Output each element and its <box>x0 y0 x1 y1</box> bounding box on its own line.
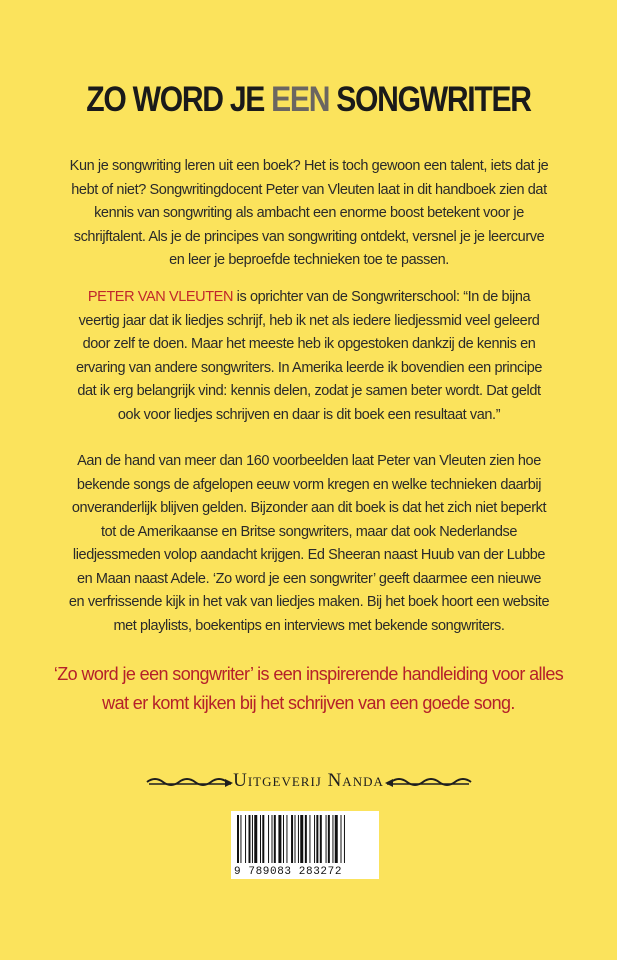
publisher-name: Uitgeverij Nanda <box>233 770 384 791</box>
barcode-bar <box>252 815 253 863</box>
barcode-bar <box>298 815 299 863</box>
author-quote: is oprichter van de Songwriterschool: “In de bijna veertig jaar dat ik liedjes schrijf, heb ik net als iedere liedjessmid veel geleerd door zelf te doen. Maar het meeste heb ik opgestoken dankzij de kennis en ervaring van andere songwriters. In Amerika leerde ik bovendien een principe dat ik erg belangrijk vind: kennis delen, zodat je samen beter wordt. Dat geldt ook voor liedjes schrijven en daar is dit boek een resultaat van.” <box>75 289 543 423</box>
publisher-imprint <box>0 770 617 794</box>
barcode-bar <box>274 815 276 863</box>
barcode-bar <box>278 815 281 863</box>
isbn-digits: 9 789083 283272 <box>234 866 343 878</box>
barcode-bar <box>245 815 246 863</box>
barcode-bar <box>295 815 296 863</box>
highlight-quote: ‘Zo word je een songwriter’ is een inspirerende handleiding voor alles wat er komt kijken bij het schrijven van een goede song. <box>53 664 564 713</box>
barcode-bars <box>237 815 373 863</box>
barcode-bar <box>305 815 307 863</box>
author-name: PETER VAN VLEUTEN <box>87 289 234 305</box>
author-paragraph <box>68 286 550 427</box>
barcode-bar <box>283 815 284 863</box>
barcode-bar <box>300 815 303 863</box>
barcode-bar <box>249 815 251 863</box>
barcode-bar <box>254 815 257 863</box>
barcode-bar <box>260 815 261 863</box>
barcode-bar <box>341 815 342 863</box>
left-flourish-icon <box>145 774 235 790</box>
examples-paragraph: Aan de hand van meer dan 160 voorbeelden laat Peter van Vleuten zien hoe bekende songs de afgelopen eeuw vorm kregen en welke technieken daarbij onveranderlijk blijven gelden. Bijzonder aan dit boek is dat het zich niet beperkt tot de Amerikaanse en Britse songwriters, maar dat ook Nederlandse liedjessmeden volop aandacht krijgen. Ed Sheeran naast Huub van der Lubbe en Maan naast Adele. ‘Zo word je een songwriter’ geeft daarmee een nieuwe en verfrissende kijk in het vak van liedjes maken. Bij het boek hoort een website met playlists, boekentips en interviews met bekende songwriters. <box>68 453 550 634</box>
barcode-bar <box>314 815 315 863</box>
barcode-bar <box>240 815 241 863</box>
barcode-bar <box>262 815 264 863</box>
title-part-1: ZO WORD JE <box>86 80 272 119</box>
barcode-bar <box>344 815 345 863</box>
right-flourish-icon <box>383 774 473 790</box>
barcode-bar <box>268 815 269 863</box>
title-part-2: SONGWRITER <box>329 80 531 119</box>
book-title <box>43 80 574 120</box>
barcode-bar <box>291 815 293 863</box>
barcode-bar <box>335 815 338 863</box>
barcode-bar <box>316 815 318 863</box>
barcode-bar <box>237 815 239 863</box>
barcode-bar <box>320 815 322 863</box>
barcode-bar <box>272 815 273 863</box>
barcode-bar <box>286 815 287 863</box>
isbn-barcode <box>231 811 379 879</box>
intro-paragraph: Kun je songwriting leren uit een boek? Het is toch gewoon een talent, iets dat je hebt of niet? Songwritingdocent Peter van Vleuten laat in dit handboek zien dat kennis van songwriting als ambacht een enorme boost betekent voor je schrijftalent. Als je de principes van songwriting ontdekt, versnel je je leercurve en leer je beproefde technieken toe te passen. <box>69 158 549 268</box>
barcode-bar <box>332 815 333 863</box>
barcode-bar <box>328 815 330 863</box>
barcode-bar <box>309 815 310 863</box>
title-accent-word: EEN <box>271 80 330 119</box>
barcode-bar <box>326 815 327 863</box>
